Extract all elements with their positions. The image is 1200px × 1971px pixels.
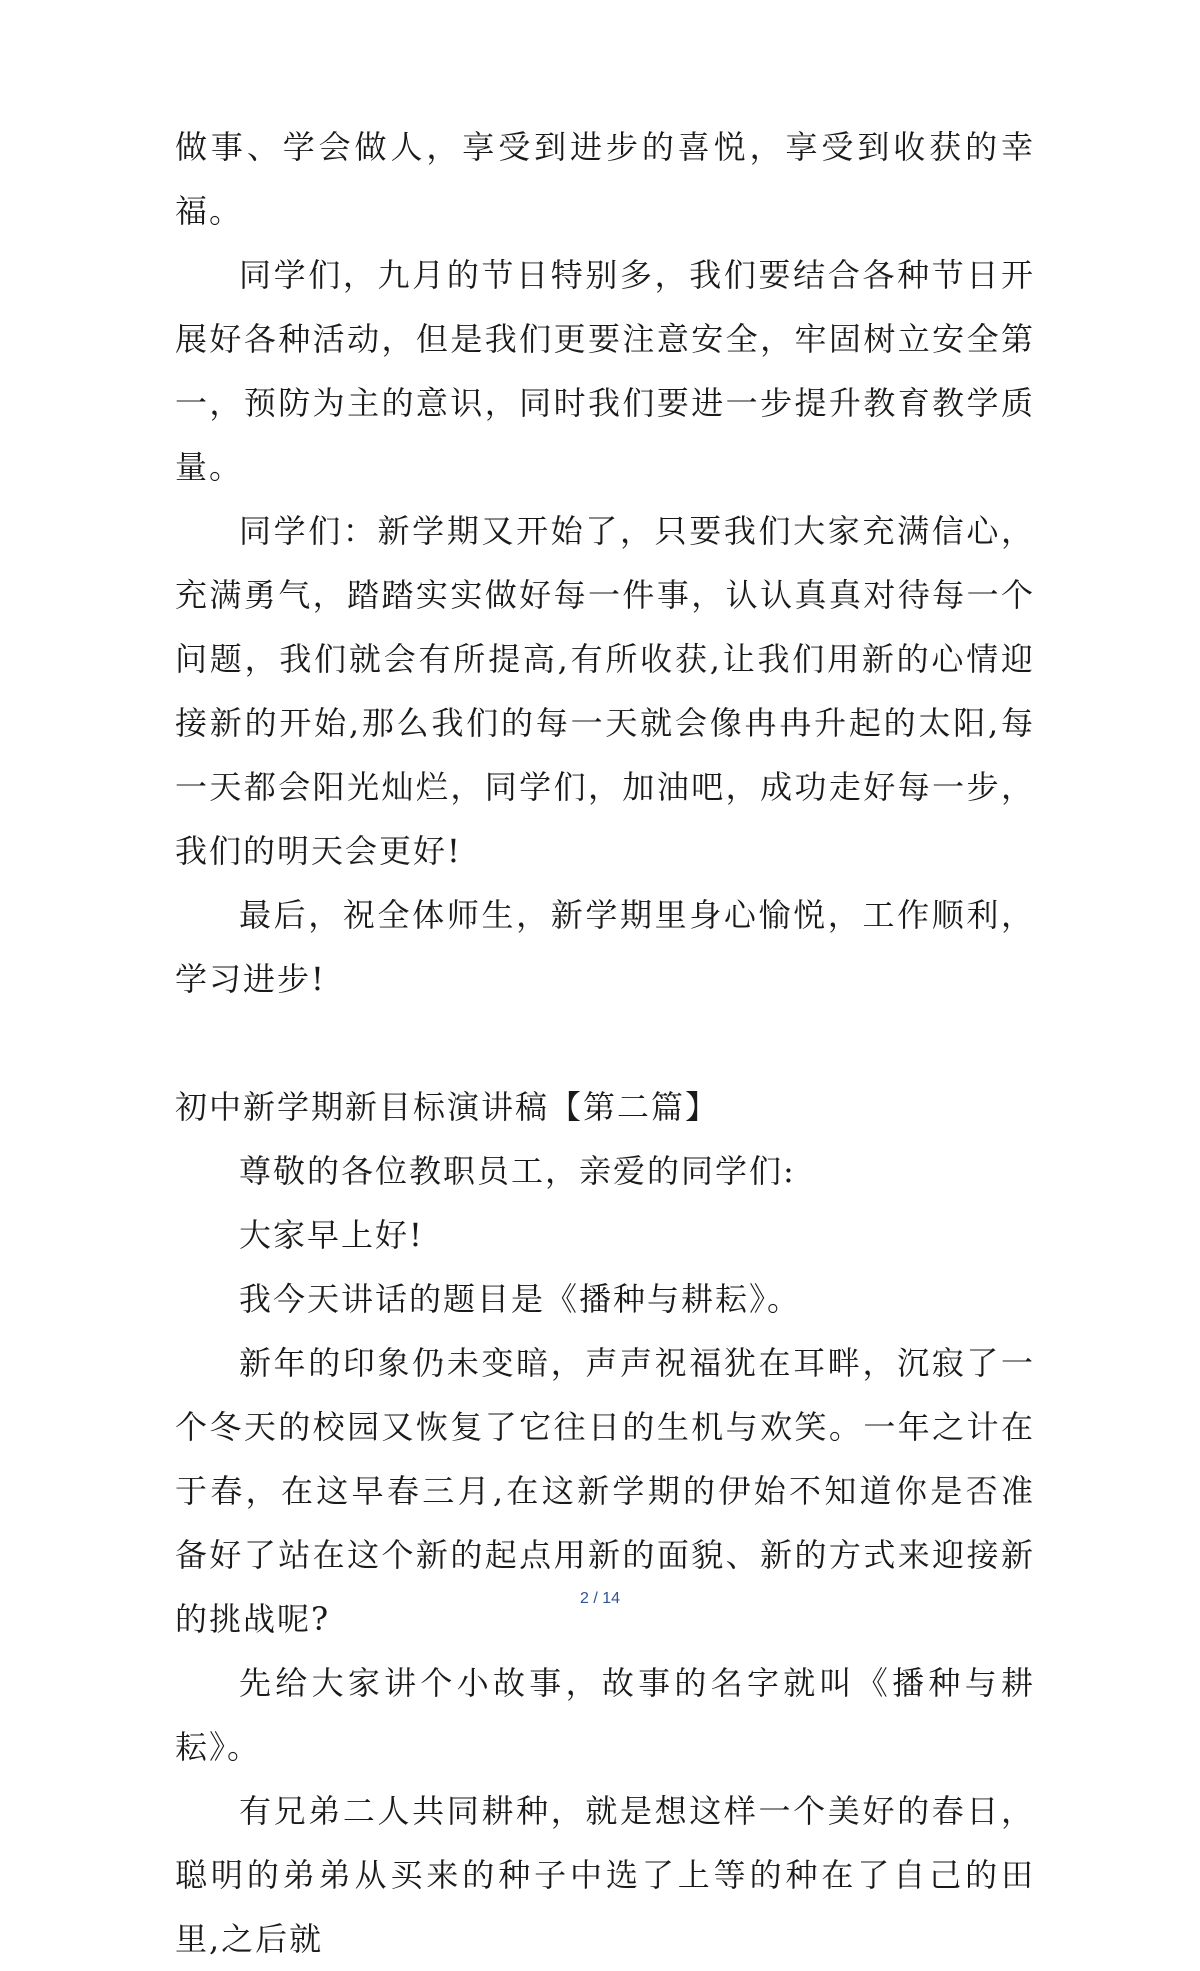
paragraph-new-year: 新年的印象仍未变暗，声声祝福犹在耳畔，沉寂了一个冬天的校园又恢复了它往日的生机与欢笑。一年之计在于春，在这早春三月,在这新学期的伊始不知道你是否准备好了站在这个新的起点用新的面貌、新的方式来迎接新的挑战呢? (175, 1344, 1035, 1638)
section-spacer (175, 1011, 1035, 1075)
paragraph-greeting: 大家早上好! (239, 1216, 424, 1254)
paragraph-september-festivals: 同学们，九月的节日特别多，我们要结合各种节日开展好各种活动，但是我们更要注意安全，牢固树立安全第一，预防为主的意识，同时我们要进一步提升教育教学质量。 (175, 256, 1035, 486)
paragraph-topic: 我今天讲话的题目是《播种与耕耘》。 (239, 1280, 802, 1318)
paragraph-story-start: 有兄弟二人共同耕种，就是想这样一个美好的春日，聪明的弟弟从买来的种子中选了上等的种在了自己的田里,之后就 (175, 1792, 1035, 1958)
section-title: 初中新学期新目标演讲稿【第二篇】 (175, 1088, 720, 1126)
paragraph-continued: 做事、学会做人，享受到进步的喜悦，享受到收获的幸福。 (175, 128, 1035, 230)
page-number: 2 / 14 (579, 1590, 621, 1607)
document-body (175, 115, 1035, 1971)
paragraph-new-semester: 同学们：新学期又开始了，只要我们大家充满信心，充满勇气，踏踏实实做好每一件事，认认真真对待每一个问题，我们就会有所提高,有所收获,让我们用新的心情迎接新的开始,那么我们的每一天就会像冉冉升起的太阳,每一天都会阳光灿烂，同学们，加油吧，成功走好每一步，我们的明天会更好! (175, 512, 1035, 870)
paragraph-story-intro: 先给大家讲个小故事，故事的名字就叫《播种与耕耘》。 (175, 1664, 1035, 1766)
paragraph-closing-wishes: 最后，祝全体师生，新学期里身心愉悦，工作顺利，学习进步! (175, 896, 1035, 998)
paragraph-salutation: 尊敬的各位教职员工，亲爱的同学们: (239, 1152, 796, 1190)
